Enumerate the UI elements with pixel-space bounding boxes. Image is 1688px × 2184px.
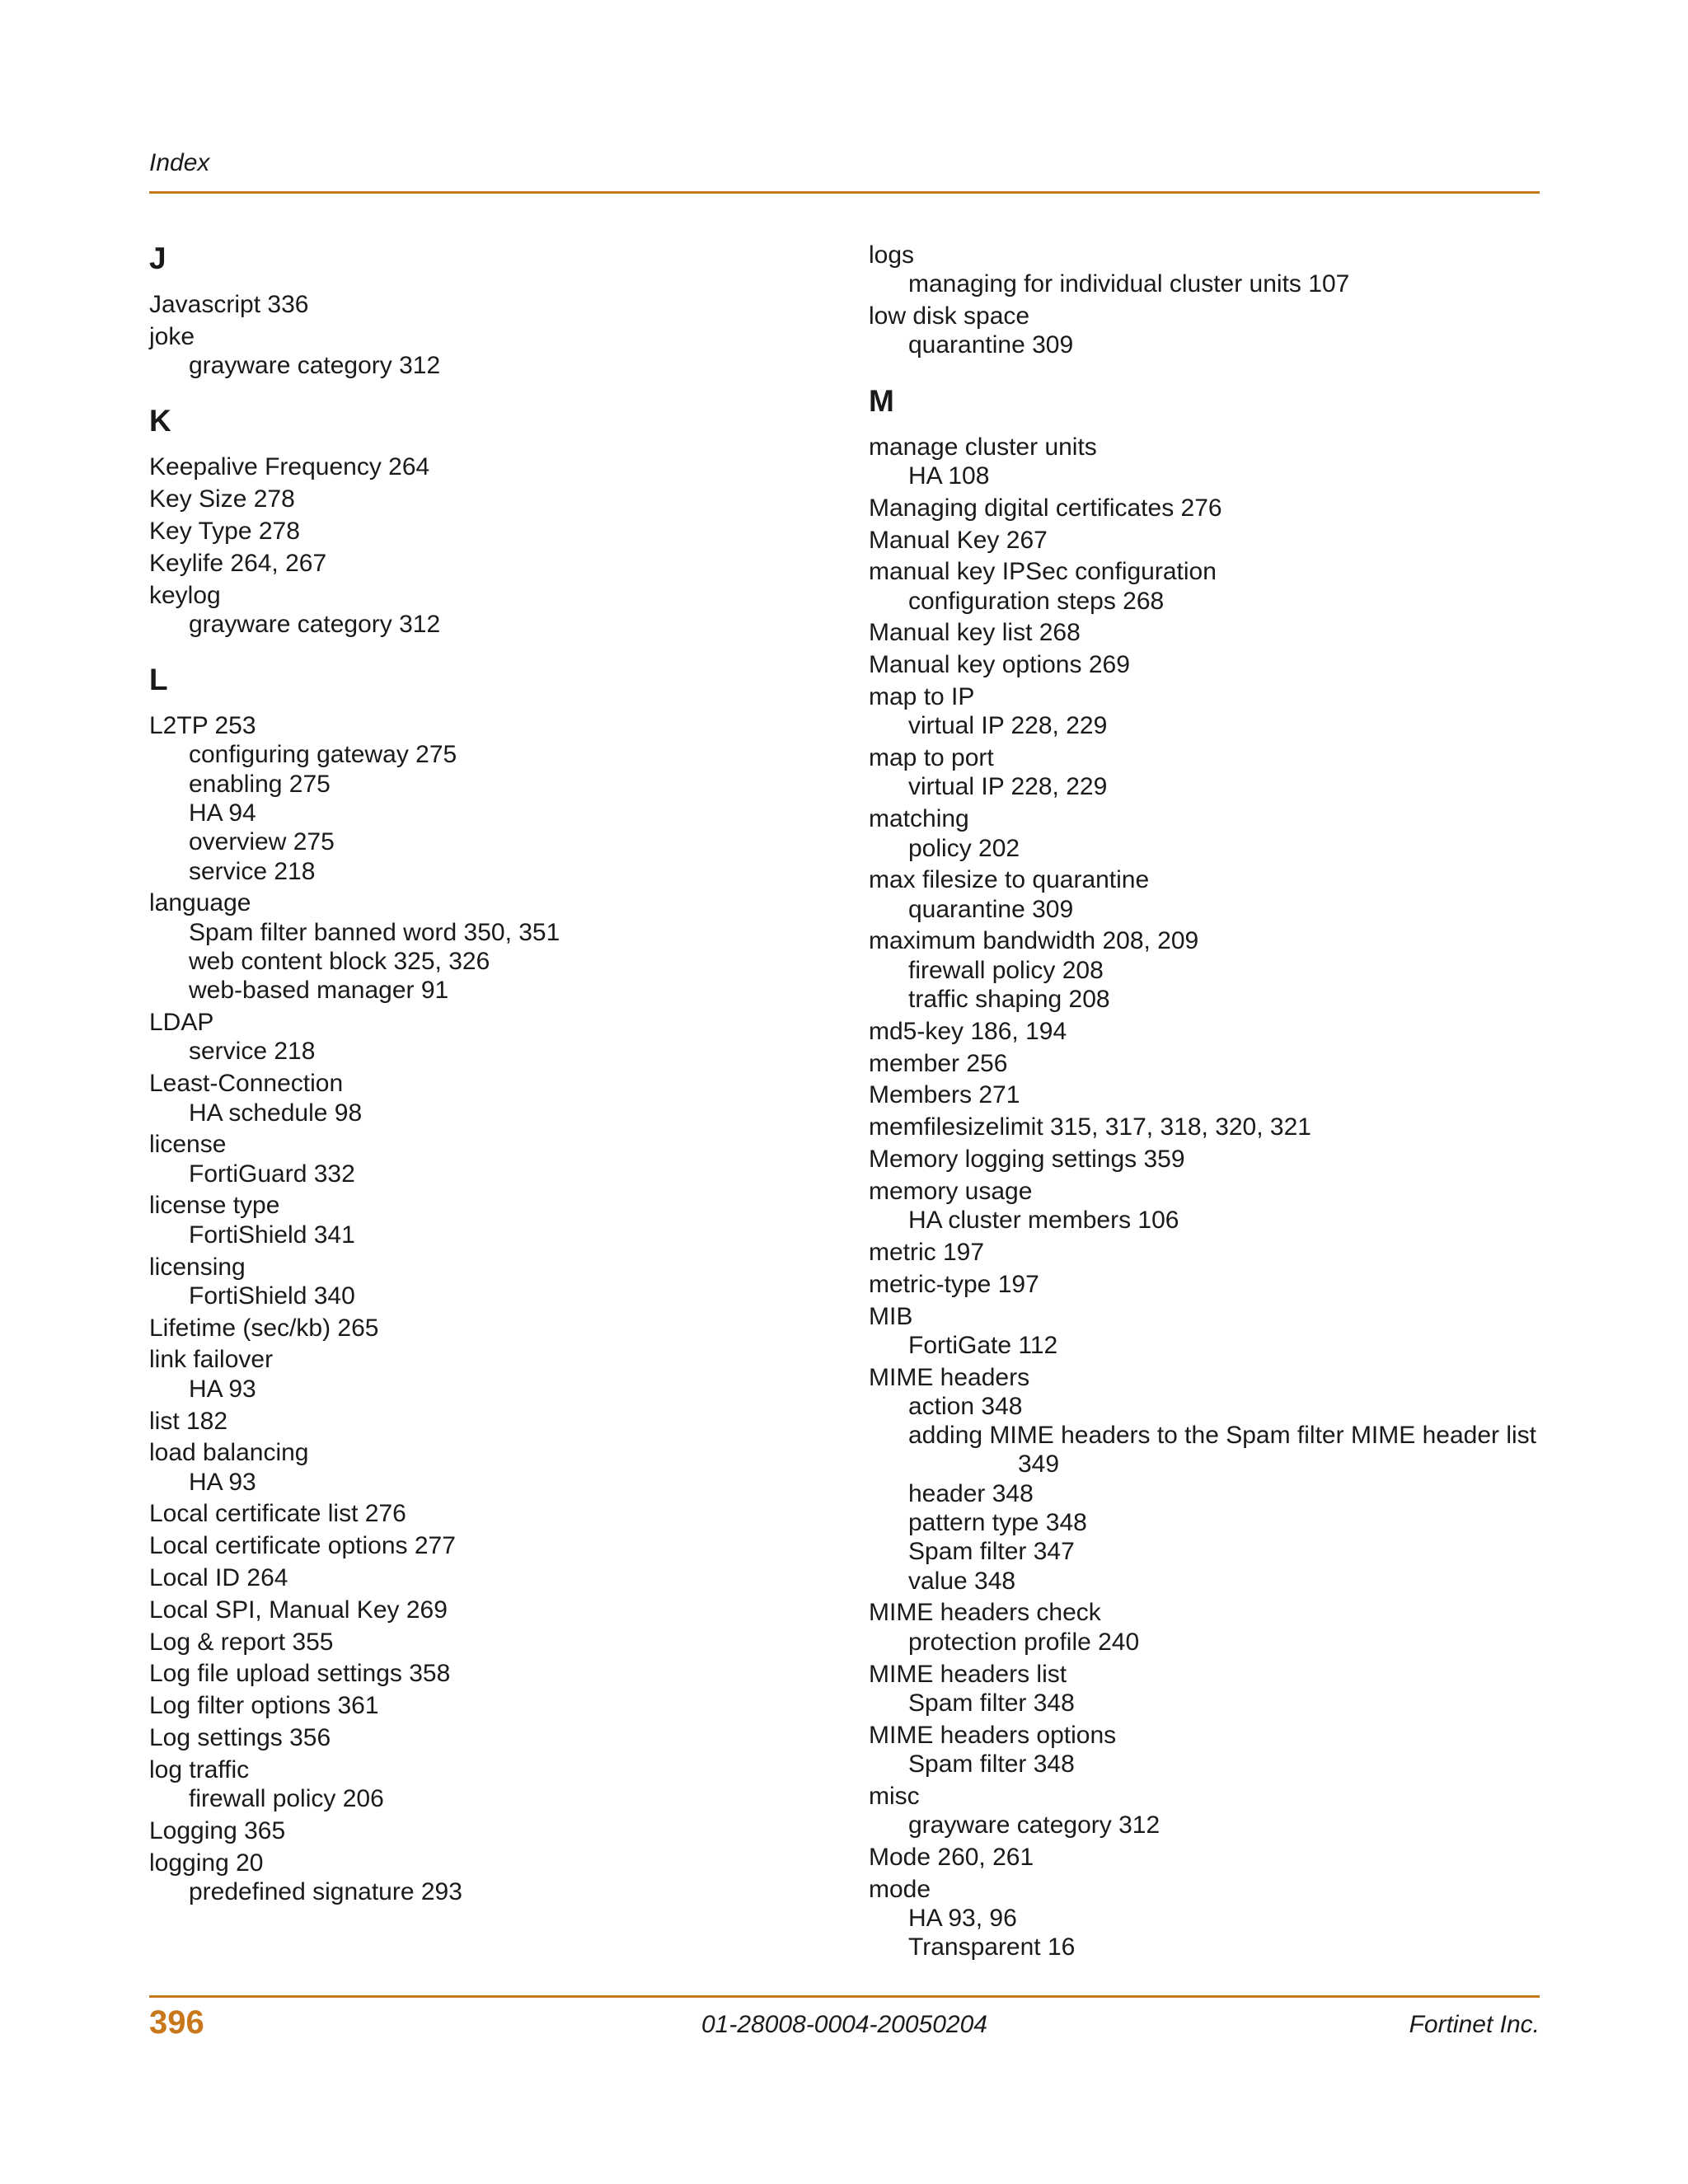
index-term: MIME headers options: [869, 1721, 1117, 1749]
index-entry: [149, 1069, 858, 1127]
index-column-right: [869, 241, 1553, 1965]
index-term: link failover: [149, 1346, 274, 1374]
index-entry: [869, 618, 1553, 647]
index-subterm: grayware category 312: [189, 610, 441, 638]
index-entry: [869, 1049, 1553, 1078]
index-term: Key Size 278: [149, 485, 295, 513]
index-term: Manual Key 267: [869, 526, 1048, 554]
index-term: map to port: [869, 744, 994, 772]
section-letter-heading: K: [149, 404, 171, 438]
index-entry: [149, 1723, 858, 1752]
index-entry: [149, 888, 858, 1005]
header-rule: [149, 191, 1540, 194]
footer-rule: [149, 1995, 1540, 1998]
index-term: maximum bandwidth 208, 209: [869, 927, 1199, 955]
index-entry: [149, 322, 858, 381]
index-term: metric-type 197: [869, 1270, 1039, 1298]
index-term: Log & report 355: [149, 1628, 334, 1656]
index-entry: [869, 743, 1553, 802]
index-term: Log filter options 361: [149, 1692, 379, 1720]
index-term: Javascript 336: [149, 291, 309, 318]
section-letter-heading: J: [149, 241, 166, 275]
index-term: mode: [869, 1875, 931, 1903]
index-entry: [149, 1499, 858, 1528]
index-term: license: [149, 1131, 227, 1159]
index-term: log traffic: [149, 1755, 250, 1783]
index-entry: [149, 1691, 858, 1720]
index-subterm: HA 93: [189, 1468, 256, 1496]
index-entry: [869, 1080, 1553, 1109]
index-subterm: Spam filter banned word 350, 351: [189, 918, 560, 946]
index-subterm: HA cluster members 106: [908, 1207, 1179, 1235]
index-entry: [869, 241, 1553, 299]
index-entry: [869, 526, 1553, 555]
index-term: member 256: [869, 1049, 1008, 1077]
index-entry: [869, 1721, 1553, 1779]
index-entry: [869, 1302, 1553, 1361]
index-subterm: service 218: [189, 857, 316, 885]
section-letter-heading: M: [869, 383, 894, 418]
index-subterm: Transparent 16: [908, 1933, 1076, 1961]
index-subterm: adding MIME headers to the Spam filter MIME header list 349: [869, 1421, 1553, 1479]
index-term: MIME headers list: [869, 1660, 1067, 1688]
index-term: memory usage: [869, 1177, 1033, 1205]
index-entry: [149, 1531, 858, 1560]
index-term: Least-Connection: [149, 1070, 344, 1098]
index-subterm: header 348: [908, 1479, 1034, 1507]
index-term: low disk space: [869, 302, 1030, 330]
index-subterm: HA schedule 98: [189, 1099, 363, 1127]
index-entry: [149, 1755, 858, 1814]
index-subterm: configuration steps 268: [908, 587, 1165, 615]
index-term: Log file upload settings 358: [149, 1660, 451, 1688]
index-section-j: [149, 241, 858, 380]
index-subterm: FortiShield 340: [189, 1282, 355, 1310]
index-subterm: HA 93, 96: [908, 1904, 1017, 1932]
company-name: Fortinet Inc.: [1409, 2011, 1540, 2038]
index-subterm: quarantine 309: [908, 895, 1074, 923]
index-term: Local SPI, Manual Key 269: [149, 1596, 448, 1624]
index-term: MIME headers: [869, 1363, 1030, 1391]
index-entry: [149, 1314, 858, 1343]
index-subterm: protection profile 240: [908, 1628, 1140, 1656]
index-subterm: Spam filter 347: [908, 1538, 1075, 1566]
index-entry: [869, 1177, 1553, 1235]
index-entry: [149, 1407, 858, 1436]
index-term: logs: [869, 241, 915, 269]
index-entry: [149, 1849, 858, 1907]
index-section-m: [869, 383, 1553, 1962]
index-subterm: virtual IP 228, 229: [908, 712, 1108, 740]
index-subterm: Spam filter 348: [908, 1750, 1075, 1778]
index-subterm: policy 202: [908, 834, 1020, 862]
index-subterm: value 348: [908, 1567, 1016, 1595]
index-subterm: configuring gateway 275: [189, 741, 457, 769]
index-entry: [149, 581, 858, 640]
index-subterm: HA 93: [189, 1375, 256, 1403]
index-entry: [149, 1130, 858, 1188]
index-term: keylog: [149, 581, 221, 609]
index-entry: [149, 517, 858, 546]
index-entry: [869, 650, 1553, 679]
index-subterm: pattern type 348: [908, 1509, 1087, 1537]
index-term: manual key IPSec configuration: [869, 558, 1217, 586]
index-term: Memory logging settings 359: [869, 1146, 1185, 1174]
index-entry: [149, 485, 858, 513]
index-entry: [149, 1816, 858, 1845]
section-letter-heading: L: [149, 663, 168, 697]
index-entry: [149, 290, 858, 319]
index-term: md5-key 186, 194: [869, 1017, 1067, 1045]
index-term: licensing: [149, 1253, 246, 1281]
index-term: MIME headers check: [869, 1599, 1101, 1627]
index-subterm-continuation: 349: [1018, 1451, 1060, 1479]
index-entry: [869, 1660, 1553, 1718]
running-header-title: Index: [149, 149, 210, 176]
index-term: MIB: [869, 1302, 913, 1330]
index-term: license type: [149, 1192, 280, 1220]
index-subterm: firewall policy 208: [908, 956, 1104, 984]
index-term: LDAP: [149, 1009, 214, 1037]
index-term: Managing digital certificates 276: [869, 494, 1222, 522]
page-number: 396: [149, 2004, 204, 2041]
index-subterm: overview 275: [189, 828, 335, 856]
index-entry: [869, 926, 1553, 1014]
index-term: Local certificate list 276: [149, 1500, 406, 1528]
index-subterm: grayware category 312: [189, 352, 441, 380]
index-entry: [869, 1238, 1553, 1267]
index-subterm: HA 94: [189, 799, 256, 827]
index-section-l: [149, 662, 858, 1906]
index-entry: [869, 494, 1553, 523]
index-subterm: virtual IP 228, 229: [908, 773, 1108, 801]
index-entry: [869, 1598, 1553, 1657]
index-subterm: firewall policy 206: [189, 1785, 384, 1813]
index-entry: [149, 1008, 858, 1066]
index-term: Mode 260, 261: [869, 1843, 1034, 1871]
index-term: Members 271: [869, 1081, 1020, 1109]
index-entry: [869, 804, 1553, 863]
index-subterm: predefined signature 293: [189, 1877, 462, 1905]
index-term: Local ID 264: [149, 1563, 288, 1591]
index-entry: [149, 1191, 858, 1249]
index-subterm: grayware category 312: [908, 1811, 1160, 1840]
index-term: Key Type 278: [149, 517, 300, 545]
index-subterm: FortiShield 341: [189, 1221, 355, 1249]
index-entry: [869, 1782, 1553, 1840]
index-term: list 182: [149, 1407, 228, 1435]
index-entry: [149, 1628, 858, 1657]
index-section-continued: [869, 241, 1553, 360]
index-section-k: [149, 403, 858, 639]
index-entry: [869, 1017, 1553, 1046]
index-entry: [869, 1363, 1553, 1596]
index-entry: [149, 549, 858, 578]
index-term: Log settings 356: [149, 1723, 331, 1751]
index-term: logging 20: [149, 1849, 264, 1877]
index-subterm: action 348: [908, 1392, 1023, 1420]
index-entry: [149, 1659, 858, 1688]
index-term: max filesize to quarantine: [869, 866, 1150, 894]
index-entry: [869, 682, 1553, 741]
index-entry: [149, 452, 858, 481]
index-entry: [869, 865, 1553, 924]
index-term: memfilesizelimit 315, 317, 318, 320, 321: [869, 1113, 1311, 1141]
index-term: Manual key list 268: [869, 619, 1081, 647]
index-subterm: HA 108: [908, 462, 990, 490]
index-entry: [869, 302, 1553, 360]
index-term: Keepalive Frequency 264: [149, 453, 430, 481]
index-entry: [869, 1270, 1553, 1299]
index-term: misc: [869, 1782, 920, 1810]
document-id: 01-28008-0004-20050204: [701, 2011, 987, 2038]
index-term: Lifetime (sec/kb) 265: [149, 1314, 379, 1342]
index-entry: [149, 1563, 858, 1592]
index-entry: [869, 1843, 1553, 1872]
index-subterm: FortiGuard 332: [189, 1160, 355, 1188]
index-entry: [869, 1113, 1553, 1141]
index-term: Manual key options 269: [869, 651, 1130, 679]
index-column-left: [149, 241, 858, 1910]
index-entry: [869, 1145, 1553, 1174]
index-term: L2TP 253: [149, 712, 256, 740]
index-entry: [869, 557, 1553, 616]
index-entry: [149, 1253, 858, 1311]
index-term: map to IP: [869, 683, 975, 711]
index-subterm: enabling 275: [189, 770, 331, 798]
index-term: Logging 365: [149, 1816, 286, 1844]
index-subterm: traffic shaping 208: [908, 986, 1110, 1014]
index-term: joke: [149, 322, 195, 350]
index-term: manage cluster units: [869, 433, 1097, 461]
index-term: Local certificate options 277: [149, 1532, 456, 1560]
index-subterm: web content block 325, 326: [189, 948, 490, 976]
index-term: matching: [869, 805, 969, 833]
index-subterm: Spam filter 348: [908, 1689, 1075, 1717]
index-entry: [149, 1438, 858, 1497]
index-entry: [149, 1345, 858, 1404]
index-entry: [869, 1875, 1553, 1962]
index-subterm: service 218: [189, 1038, 316, 1066]
index-entry: [149, 1596, 858, 1624]
index-subterm: managing for individual cluster units 107: [908, 270, 1350, 298]
index-term: metric 197: [869, 1238, 985, 1266]
index-entry: [869, 433, 1553, 491]
index-subterm: web-based manager 91: [189, 977, 449, 1005]
index-term: language: [149, 889, 251, 917]
index-entry: [149, 711, 858, 886]
index-subterm: quarantine 309: [908, 331, 1074, 359]
index-term: Keylife 264, 267: [149, 549, 327, 577]
index-term: load balancing: [149, 1439, 309, 1467]
index-subterm: FortiGate 112: [908, 1331, 1058, 1359]
